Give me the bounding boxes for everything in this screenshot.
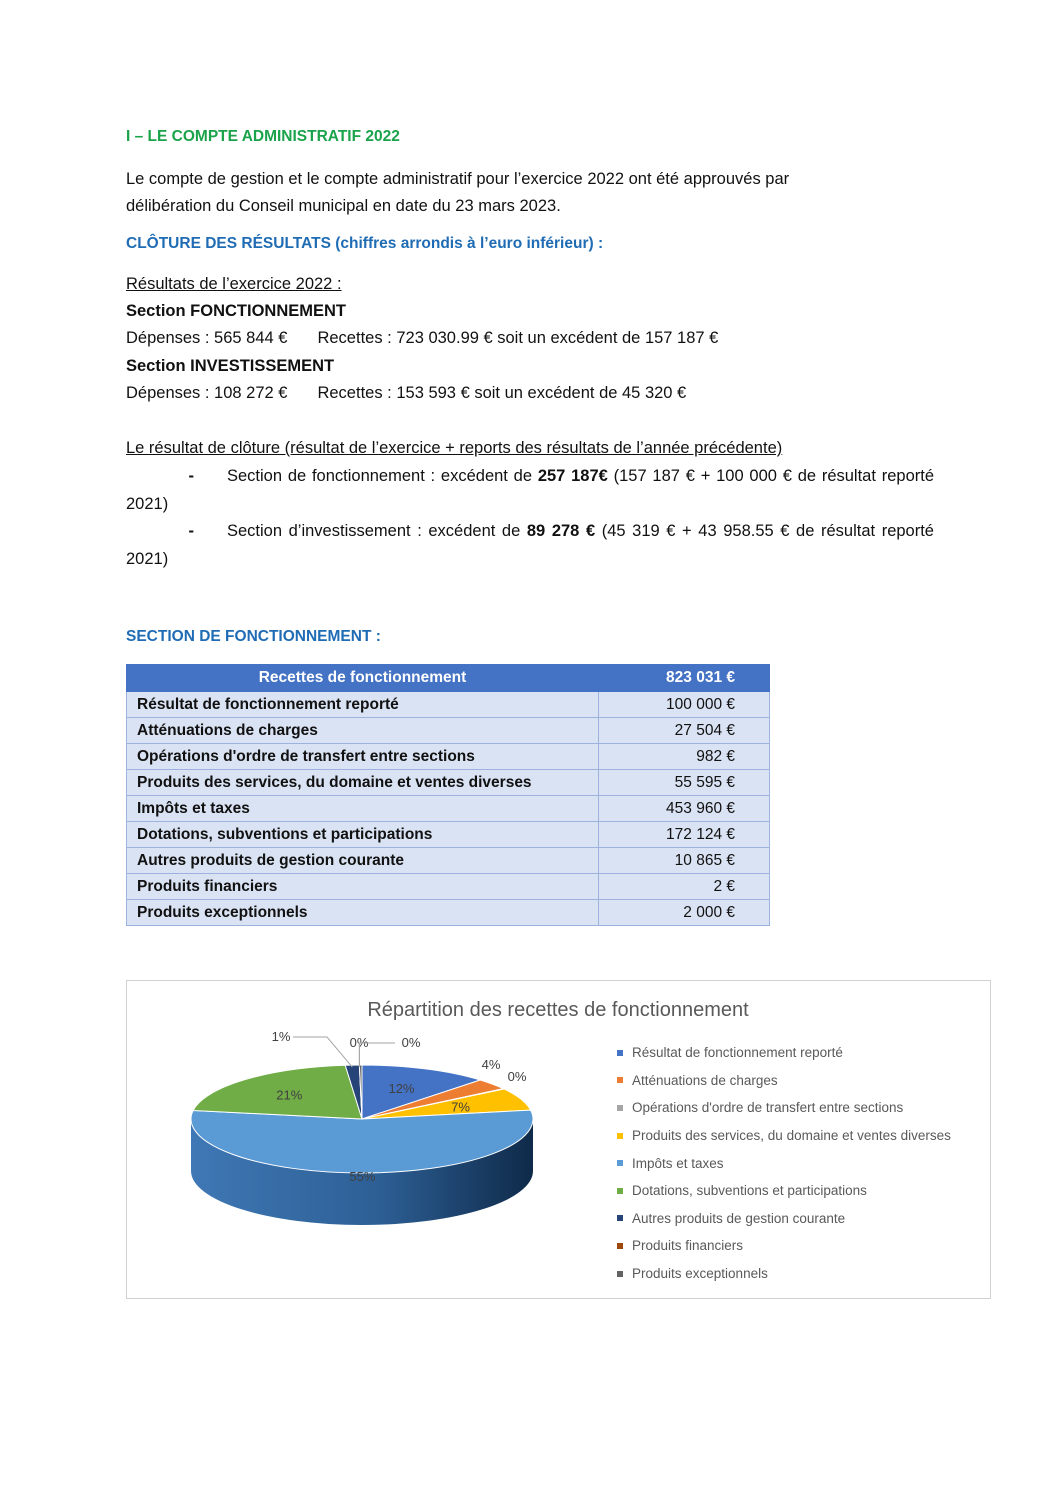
data-label: 55% <box>349 1169 376 1184</box>
table-row <box>127 848 770 874</box>
data-label: 21% <box>276 1087 303 1103</box>
leader-line <box>293 1037 352 1067</box>
row-label: Produits des services, du domaine et ventes diverses <box>127 770 599 796</box>
chart-legend <box>617 1039 951 1287</box>
heading-compte-administratif: I – LE COMPTE ADMINISTRATIF 2022 <box>126 128 400 145</box>
investissement-line <box>126 384 686 403</box>
legend-item <box>617 1094 951 1122</box>
pie-chart <box>126 980 991 1299</box>
legend-item <box>617 1232 951 1260</box>
resultats-title: Résultats de l’exercice 2022 : <box>126 275 342 293</box>
intro-line-1: Le compte de gestion et le compte administratif pour l’exercice 2022 ont été approuvés par <box>126 170 790 188</box>
fonctionnement-recettes: Recettes : 723 030.99 € soit un excédent de 157 187 € <box>317 329 719 347</box>
legend-swatch <box>617 1215 623 1221</box>
legend-label: Produits exceptionnels <box>632 1266 768 1282</box>
row-label: Produits exceptionnels <box>127 900 599 926</box>
legend-swatch <box>617 1160 623 1166</box>
row-label: Produits financiers <box>127 874 599 900</box>
legend-label: Opérations d'ordre de transfert entre sections <box>632 1100 904 1116</box>
legend-swatch <box>617 1077 623 1083</box>
data-label: 0% <box>401 1035 421 1050</box>
table-row <box>127 744 770 770</box>
data-label: 1% <box>271 1029 291 1044</box>
legend-swatch <box>617 1105 623 1111</box>
fonctionnement-depenses: Dépenses : 565 844 € <box>126 329 288 347</box>
dash-bullet: - <box>188 467 194 485</box>
table-header-label: Recettes de fonctionnement <box>127 665 599 692</box>
excedent-investissement: 89 278 € <box>526 522 596 540</box>
legend-label: Produits des services, du domaine et ventes diverses <box>632 1128 951 1144</box>
chart-title: Répartition des recettes de fonctionnement <box>367 999 749 1021</box>
table-row <box>127 692 770 718</box>
legend-swatch <box>617 1050 623 1056</box>
table-header-total: 823 031 € <box>599 665 770 692</box>
legend-item <box>617 1177 951 1205</box>
cloture-item-investissement: - Section d’investissement : excédent de 89 278 € (45 319 € + 43 958.55 € de résultat reporté 2021) <box>126 517 934 573</box>
excedent-fonctionnement: 257 187€ <box>537 467 608 485</box>
data-label: 12% <box>388 1080 415 1096</box>
table-row <box>127 770 770 796</box>
legend-label: Autres produits de gestion courante <box>632 1210 846 1226</box>
legend-swatch <box>617 1243 623 1249</box>
legend-item <box>617 1205 951 1233</box>
legend-item <box>617 1039 951 1067</box>
row-label: Atténuations de charges <box>127 718 599 744</box>
fonctionnement-line <box>126 329 718 348</box>
recettes-table <box>126 664 770 926</box>
investissement-recettes: Recettes : 153 593 € soit un excédent de 45 320 € <box>317 384 687 402</box>
row-value: 982 € <box>599 744 770 770</box>
cloture-item-fonctionnement: - Section de fonctionnement : excédent de 257 187€ (157 187 € + 100 000 € de résultat reporté 2021) <box>126 462 934 518</box>
table-row <box>127 822 770 848</box>
legend-item <box>617 1122 951 1150</box>
row-value: 10 865 € <box>599 848 770 874</box>
data-label: 0% <box>349 1035 369 1050</box>
row-value: 27 504 € <box>599 718 770 744</box>
legend-label: Résultat de fonctionnement reporté <box>632 1045 843 1061</box>
legend-swatch <box>617 1188 623 1194</box>
row-value: 172 124 € <box>599 822 770 848</box>
data-label: 4% <box>481 1057 501 1072</box>
row-label: Autres produits de gestion courante <box>127 848 599 874</box>
legend-label: Dotations, subventions et participations <box>632 1183 867 1199</box>
investissement-title: Section INVESTISSEMENT <box>126 357 335 375</box>
row-value: 55 595 € <box>599 770 770 796</box>
legend-swatch <box>617 1271 623 1277</box>
row-value: 2 € <box>599 874 770 900</box>
row-label: Opérations d'ordre de transfert entre sections <box>127 744 599 770</box>
fonctionnement-title: Section FONCTIONNEMENT <box>126 302 347 320</box>
table-header-row <box>127 665 770 692</box>
row-value: 453 960 € <box>599 796 770 822</box>
row-value: 2 000 € <box>599 900 770 926</box>
legend-swatch <box>617 1133 623 1139</box>
row-label: Impôts et taxes <box>127 796 599 822</box>
legend-item <box>617 1260 951 1288</box>
section-fonctionnement-heading: SECTION DE FONCTIONNEMENT : <box>126 628 381 645</box>
row-label: Dotations, subventions et participations <box>127 822 599 848</box>
table-row <box>127 796 770 822</box>
legend-item <box>617 1067 951 1095</box>
data-label: 0% <box>507 1069 527 1084</box>
intro-line-2: délibération du Conseil municipal en date du 23 mars 2023. <box>126 197 561 215</box>
legend-label: Produits financiers <box>632 1238 744 1254</box>
legend-label: Impôts et taxes <box>632 1155 724 1171</box>
legend-label: Atténuations de charges <box>632 1072 778 1088</box>
data-label: 7% <box>451 1099 470 1115</box>
legend-item <box>617 1149 951 1177</box>
cloture-heading: CLÔTURE DES RÉSULTATS (chiffres arrondis à l’euro inférieur) : <box>126 235 604 252</box>
table-row <box>127 900 770 926</box>
row-label: Résultat de fonctionnement reporté <box>127 692 599 718</box>
investissement-depenses: Dépenses : 108 272 € <box>126 384 288 402</box>
cloture-title: Le résultat de clôture (résultat de l’exercice + reports des résultats de l’année précédente) <box>126 439 783 457</box>
table-row <box>127 718 770 744</box>
intro-paragraph <box>126 166 789 220</box>
table-row <box>127 874 770 900</box>
row-value: 100 000 € <box>599 692 770 718</box>
dash-bullet: - <box>188 522 194 540</box>
